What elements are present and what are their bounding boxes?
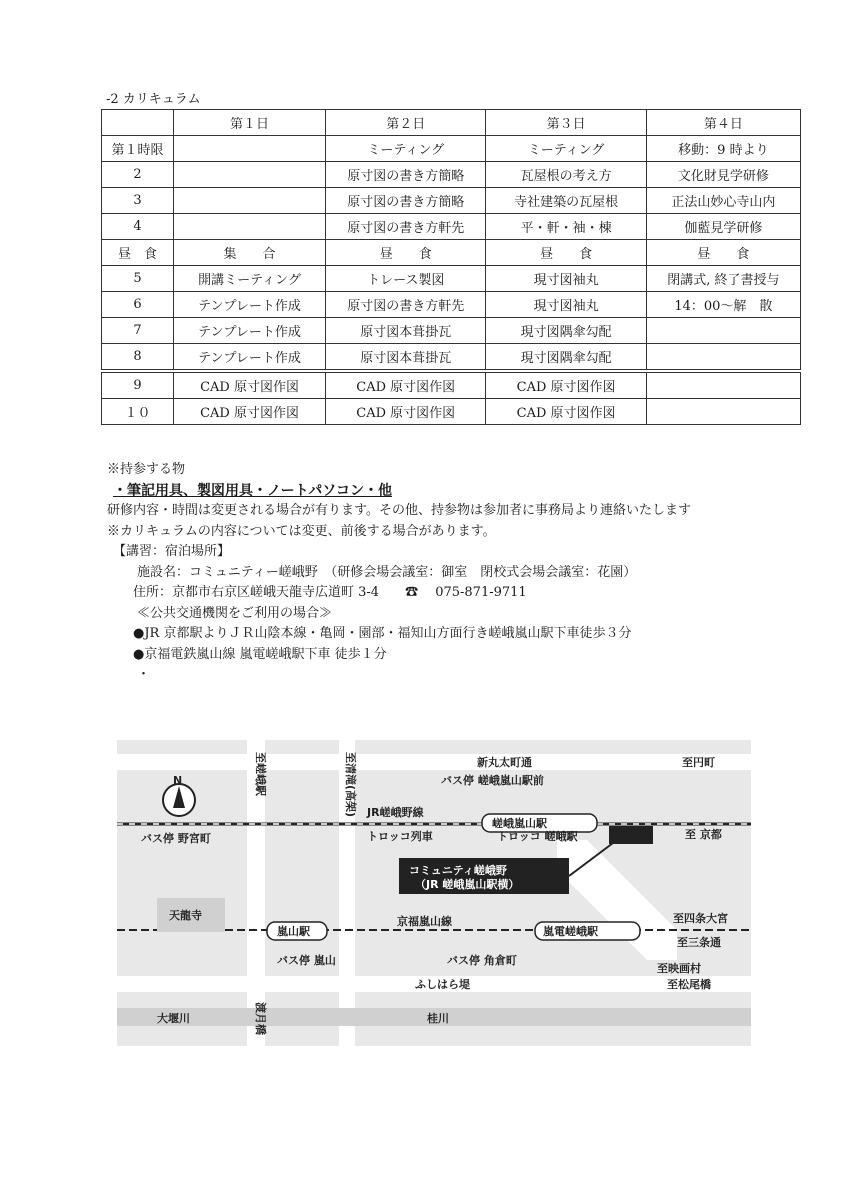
facility-name: 施設名：コミュニティー嵯峨野 （研修会場会議室：御室 閉校式会場会議室：花園）	[137, 564, 637, 580]
items-list: ・筆記用具、製図用具・ノートパソコン・他	[113, 482, 393, 499]
torokko-saga-label: トロッコ 嵯峨駅	[497, 830, 578, 843]
day2-cell: 原寸図本葺掛瓦	[326, 344, 486, 372]
day2-cell: 昼 食	[326, 240, 486, 266]
day3-cell: CAD 原寸図作図	[486, 399, 646, 425]
table-row	[102, 240, 801, 266]
fushihara-label: ふしはら堤	[415, 978, 470, 991]
to-kiyotaki-label: 至清滝(高架)	[344, 752, 357, 818]
day2-cell: CAD 原寸図作図	[326, 399, 486, 425]
day4-cell: 文化財見学研修	[646, 162, 800, 188]
day1-cell: テンプレート作成	[173, 344, 325, 372]
to-kyoto-label: 至 京都	[685, 828, 722, 841]
day3-cell: 寺社建築の瓦屋根	[486, 188, 646, 214]
day3-cell: 昼 食	[486, 240, 646, 266]
day1-cell: CAD 原寸図作図	[173, 399, 325, 425]
table-row	[102, 371, 801, 399]
period-cell	[102, 110, 174, 136]
period-cell: 7	[102, 318, 174, 344]
day1-cell	[173, 136, 325, 162]
period-cell: １０	[102, 399, 174, 425]
day1-cell: 第１日	[173, 110, 325, 136]
day2-cell: 原寸図の書き方軒先	[326, 214, 486, 240]
transit-heading: ≪公共交通機関をご利用の場合≫	[137, 605, 333, 621]
note-change: 研修内容・時間は変更される場合が有ります。その他、持参物は参加者に事務局より連絡いたします	[107, 503, 691, 518]
day1-cell: 開講ミーティング	[173, 266, 325, 292]
day1-cell	[173, 188, 325, 214]
shinmarutamachi-label: 新丸太町通	[477, 756, 532, 769]
day3-cell: 現寸図袖丸	[486, 292, 646, 318]
to-enmachi-label: 至円町	[682, 756, 715, 769]
day2-cell: CAD 原寸図作図	[326, 371, 486, 399]
day4-cell	[646, 318, 800, 344]
table-row	[102, 266, 801, 292]
route-keifuku: ●京福電鉄嵐山線 嵐電嵯峨駅下車 徒歩１分	[133, 646, 387, 662]
day3-cell: 平・軒・袖・棟	[486, 214, 646, 240]
table-row	[102, 214, 801, 240]
randen-saga-label: 嵐電嵯峨駅	[543, 925, 598, 938]
table-row	[102, 318, 801, 344]
items-heading: ※持参する物	[107, 462, 186, 477]
table-row	[102, 344, 801, 372]
period-cell: 6	[102, 292, 174, 318]
bus-stop-arashiyama-label: バス停 嵐山	[277, 954, 336, 967]
day1-cell	[173, 214, 325, 240]
day2-cell: 第２日	[326, 110, 486, 136]
day3-cell: CAD 原寸図作図	[486, 371, 646, 399]
day1-cell: テンプレート作成	[173, 318, 325, 344]
togetsukyo-label: 渡月橋	[254, 1002, 267, 1035]
day4-cell	[646, 371, 800, 399]
table-row	[102, 188, 801, 214]
venue-heading: 【講習：宿泊場所】	[113, 544, 231, 559]
saga-arashiyama-stn-label: 嵯峨嵐山駅	[492, 817, 547, 830]
bus-stop-sumikura-label: バス停 角倉町	[447, 954, 517, 967]
day4-cell: 昼 食	[646, 240, 800, 266]
day1-cell: テンプレート作成	[173, 292, 325, 318]
oigawa-label: 大堰川	[157, 1012, 190, 1025]
table-row	[102, 162, 801, 188]
katsuragawa-label: 桂川	[427, 1012, 449, 1025]
day2-cell: 原寸図の書き方軒先	[326, 292, 486, 318]
tenryuji-label: 天龍寺	[169, 909, 202, 922]
day4-cell: 伽藍見学研修	[646, 214, 800, 240]
day3-cell: 現寸図袖丸	[486, 266, 646, 292]
community-sub-label: （JR 嵯峨嵐山駅横）	[415, 878, 520, 891]
trailing-bullet: ・	[137, 667, 151, 682]
bus-stop-nonomiya-label: バス停 野宮町	[141, 832, 211, 845]
day4-cell: 14：00〜解 散	[646, 292, 800, 318]
day3-cell: ミーティング	[486, 136, 646, 162]
day2-cell: トレース製図	[326, 266, 486, 292]
day2-cell: ミーティング	[326, 136, 486, 162]
arashiyama-stn-label: 嵐山駅	[277, 925, 310, 938]
day3-cell: 現寸図隅傘勾配	[486, 344, 646, 372]
day1-cell	[173, 162, 325, 188]
jr-line-label: JR嵯峨野線	[367, 806, 424, 819]
day3-cell: 瓦屋根の考え方	[486, 162, 646, 188]
north-label: N	[173, 774, 183, 787]
note-curriculum: ※カリキュラムの内容については変更、前後する場合があります。	[107, 523, 496, 539]
table-row	[102, 136, 801, 162]
shinmarutamachi-road	[117, 754, 751, 770]
notes-section	[107, 460, 691, 686]
access-map	[117, 740, 751, 1046]
day1-cell: 集 合	[173, 240, 325, 266]
day4-cell	[646, 399, 800, 425]
day2-cell: 原寸図本葺掛瓦	[326, 318, 486, 344]
day1-cell: CAD 原寸図作図	[173, 371, 325, 399]
period-cell: 3	[102, 188, 174, 214]
map-drawing	[117, 740, 751, 1046]
to-matsuo-label: 至松尾橋	[667, 978, 711, 991]
address: 住所：京都市右京区嵯峨天龍寺広道町 3-4 ☎ 075-871-9711	[133, 585, 527, 600]
table-row	[102, 110, 801, 136]
period-cell: 8	[102, 344, 174, 372]
day4-cell: 正法山妙心寺山内	[646, 188, 800, 214]
keifuku-line-label: 京福嵐山線	[397, 915, 452, 928]
day4-cell: 閉講式, 終了書授与	[646, 266, 800, 292]
bus-stop-saga-label: バス停 嵯峨嵐山駅前	[441, 774, 544, 787]
day4-cell	[646, 344, 800, 372]
period-cell: 5	[102, 266, 174, 292]
table-row	[102, 399, 801, 425]
curriculum-table	[101, 109, 801, 425]
to-eigamura-label: 至映画村	[657, 962, 701, 975]
day4-cell: 第４日	[646, 110, 800, 136]
torokko-train-label: トロッコ列車	[367, 830, 433, 843]
table-row	[102, 292, 801, 318]
route-jr: ●JR 京都駅よりＪＲ山陰本線・亀岡・園部・福知山方面行き嵯峨嵐山駅下車徒歩３分	[133, 626, 632, 641]
day4-cell: 移動：9 時より	[646, 136, 800, 162]
period-cell: 4	[102, 214, 174, 240]
period-cell: 9	[102, 371, 174, 399]
section-title: -2 カリキュラム	[106, 92, 201, 107]
day3-cell: 第３日	[486, 110, 646, 136]
period-cell: 昼 食	[102, 240, 174, 266]
day2-cell: 原寸図の書き方簡略	[326, 162, 486, 188]
to-saga-station-label: 至嵯峨駅	[254, 752, 267, 796]
day3-cell: 現寸図隅傘勾配	[486, 318, 646, 344]
to-shijo-omiya-label: 至四条大宮	[673, 912, 728, 925]
period-cell: 2	[102, 162, 174, 188]
to-sanjo-label: 至三条通	[677, 936, 721, 949]
community-label: コミュニティ嵯峨野	[409, 864, 507, 877]
period-cell: 第１時限	[102, 136, 174, 162]
day2-cell: 原寸図の書き方簡略	[326, 188, 486, 214]
diagonal-road	[557, 840, 677, 960]
